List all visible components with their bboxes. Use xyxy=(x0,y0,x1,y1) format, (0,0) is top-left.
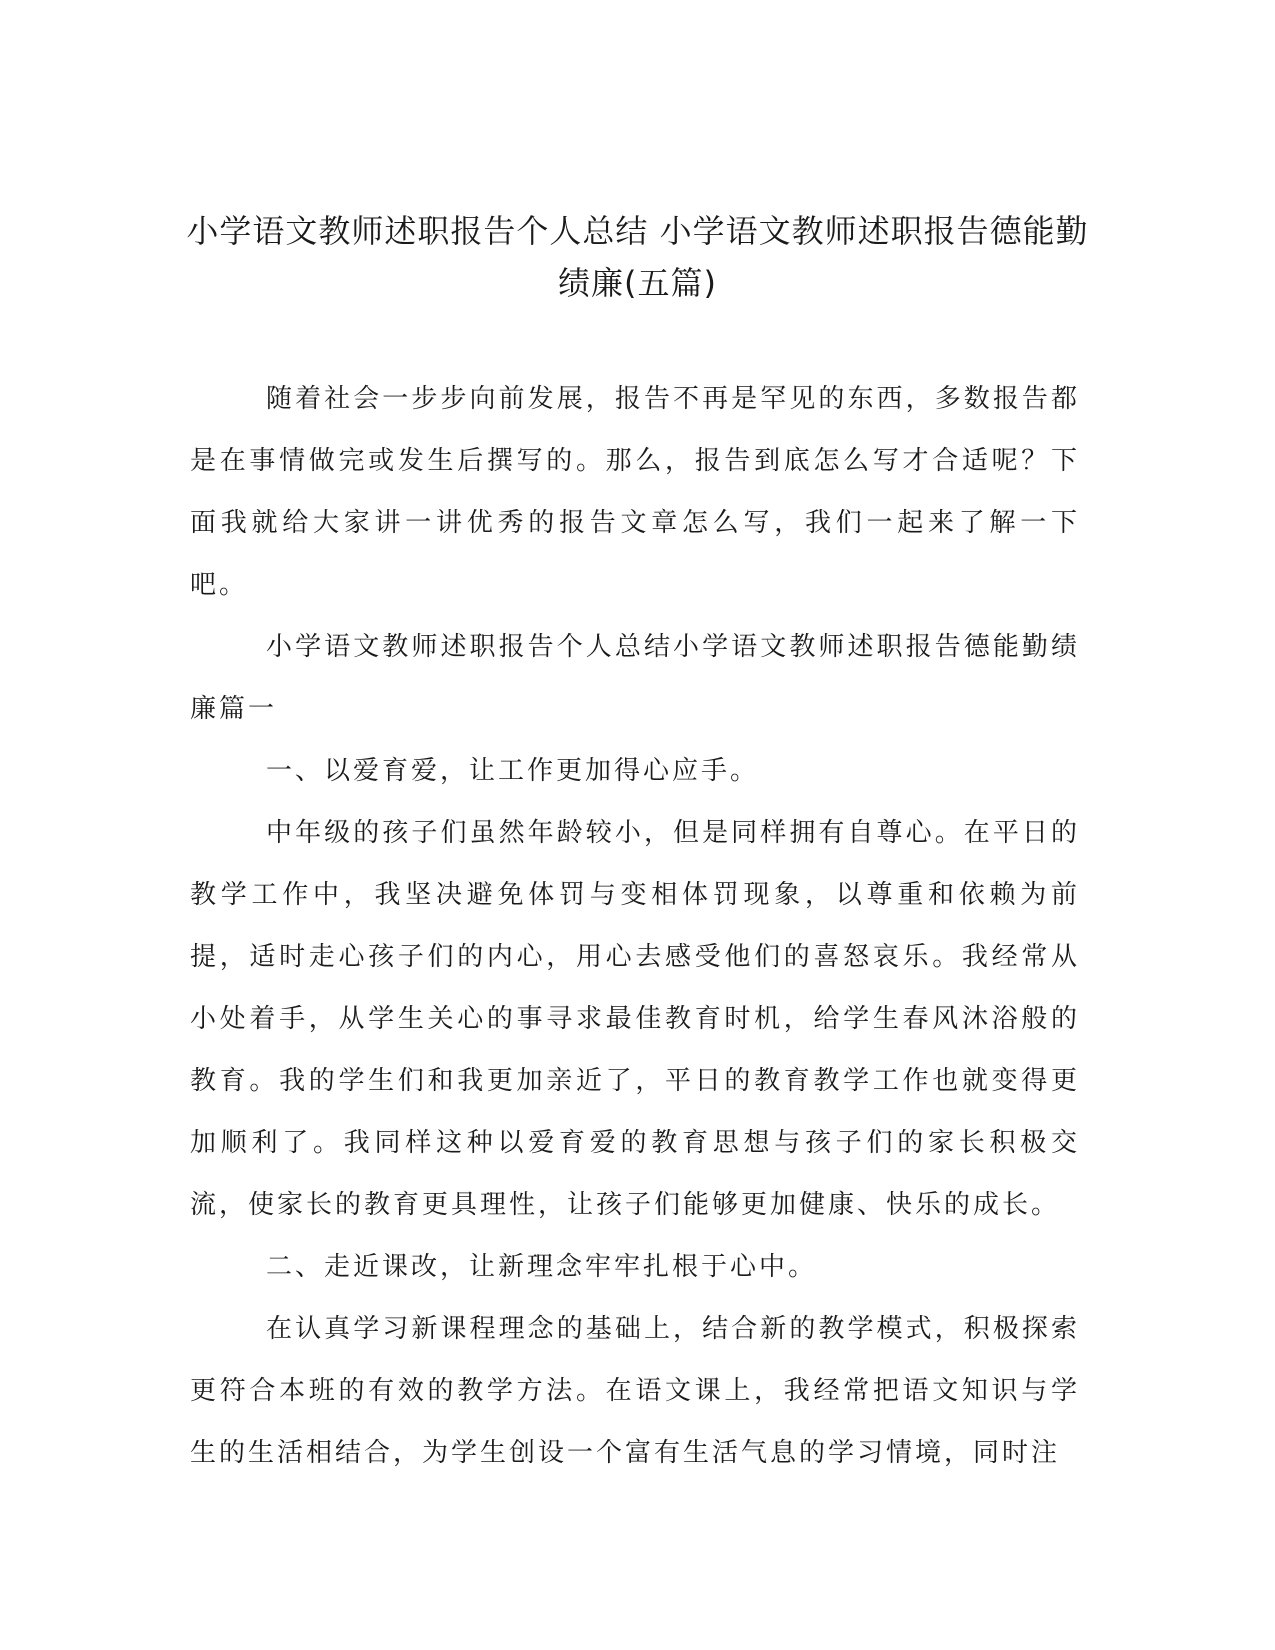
subheading-one: 一、以爱育爱，让工作更加得心应手。 xyxy=(266,756,760,786)
document-body xyxy=(190,368,1080,1484)
intro-paragraph: 随着社会一步步向前发展，报告不再是罕见的东西，多数报告都是在事情做完或发生后撰写的。那么，报告到底怎么写才合适呢？下面我就给大家讲一讲优秀的报告文章怎么写，我们一起来了解一下吧。 xyxy=(190,384,1080,600)
document-title: 小学语文教师述职报告个人总结 小学语文教师述职报告德能勤绩廉(五篇) xyxy=(186,212,1089,302)
body-paragraph: 在认真学习新课程理念的基础上，结合新的教学模式，积极探索更符合本班的有效的教学方法。在语文课上，我经常把语文知识与学生的生活相结合，为学生创设一个富有生活气息的学习情境，同时注 xyxy=(190,1314,1080,1468)
subheading-two: 二、走近课改，让新理念牢牢扎根于心中。 xyxy=(266,1252,818,1282)
section-heading-part-one: 小学语文教师述职报告个人总结小学语文教师述职报告德能勤绩廉篇一 xyxy=(190,632,1080,724)
body-paragraph: 中年级的孩子们虽然年龄较小，但是同样拥有自尊心。在平日的教学工作中，我坚决避免体罚与变相体罚现象，以尊重和依赖为前提，适时走心孩子们的内心，用心去感受他们的喜怒哀乐。我经常从小处着手，从学生关心的事寻求最佳教育时机，给学生春风沐浴般的教育。我的学生们和我更加亲近了，平日的教育教学工作也就变得更加顺利了。我同样这种以爱育爱的教育思想与孩子们的家长积极交流，使家长的教育更具理性，让孩子们能够更加健康、快乐的成长。 xyxy=(190,818,1080,1220)
